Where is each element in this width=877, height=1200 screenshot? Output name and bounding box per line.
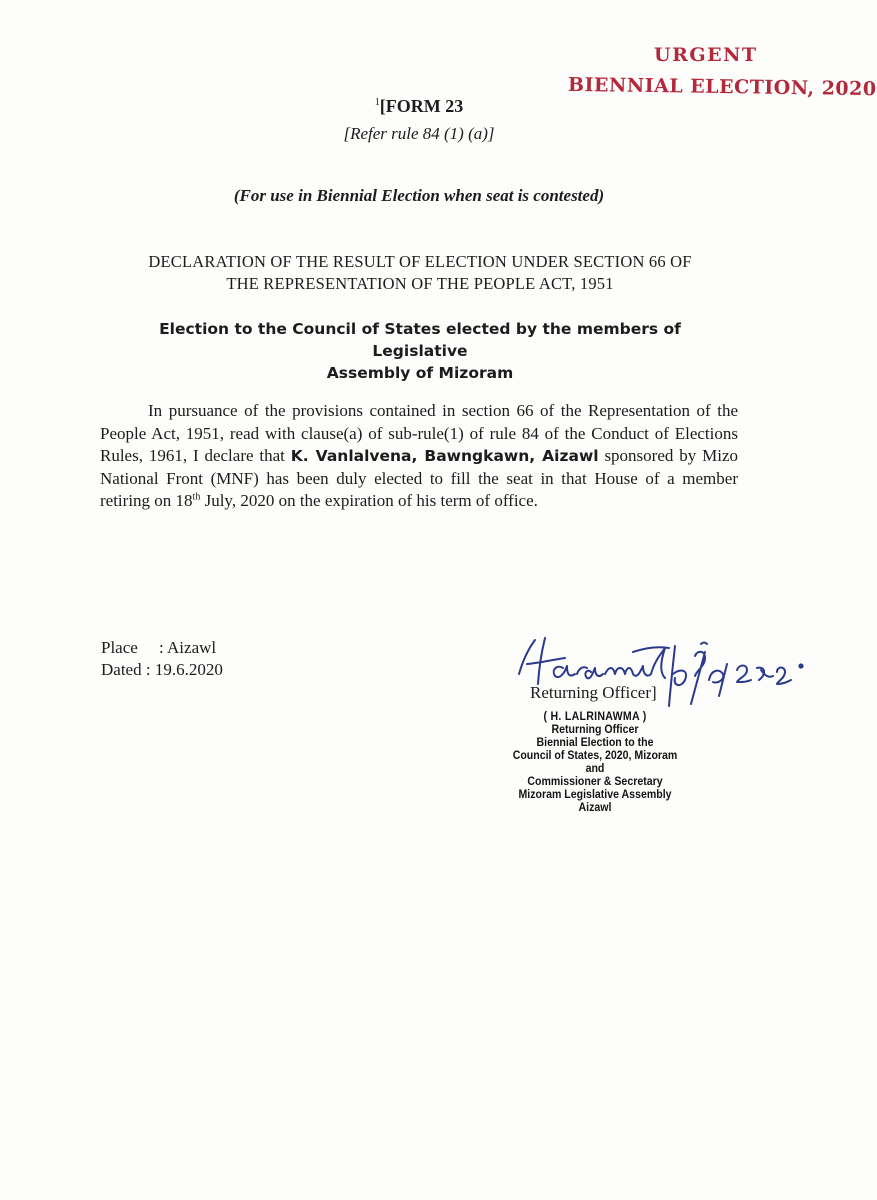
- officer-designation: Returning Officer: [551, 724, 639, 736]
- candidate-name: K. Vanlalvena, Bawngkawn, Aizawl: [290, 447, 599, 465]
- form-number-text: [FORM 23: [379, 96, 464, 116]
- officer-assembly-line: Mizoram Legislative Assembly: [518, 789, 672, 801]
- place-line: [101, 637, 216, 659]
- officer-name: ( H. LALRINAWMA ): [543, 711, 647, 723]
- body-text-part-3: July, 2020 on the expiration of his term of office.: [200, 491, 538, 510]
- officer-seal-block: [480, 711, 710, 815]
- officer-commissioner-line: Commissioner & Secretary: [527, 776, 663, 788]
- election-title-line-2: Assembly of Mizoram: [326, 364, 514, 382]
- place-value: : Aizawl: [159, 638, 217, 657]
- declaration-title: [100, 251, 740, 295]
- footnote-mark: 1: [374, 97, 380, 108]
- declaration-body: [100, 400, 738, 513]
- urgent-stamp: URGENT: [654, 44, 758, 66]
- body-text-part-1: In pursuance of the provisions contained in section 66 of the Representation of the People Act, 1951, read with clause(a) of sub-rule(1) of rule 84 of the Conduct of Elections Rules, 1961, I declare that: [100, 401, 738, 465]
- form-reference: [Refer rule 84 (1) (a)]: [343, 124, 495, 143]
- biennial-election-stamp: BIENNIAL ELECTION, 2020: [567, 73, 877, 101]
- dated-label: Dated: [101, 660, 142, 679]
- form-use-note: (For use in Biennial Election when seat is contested): [233, 186, 605, 205]
- dated-value: : 19.6.2020: [141, 660, 223, 679]
- place-label: Place: [101, 638, 138, 657]
- officer-council-line: Council of States, 2020, Mizoram: [512, 750, 678, 762]
- dated-line: [101, 659, 223, 681]
- date-ordinal: th: [192, 491, 201, 503]
- declaration-title-line-2: THE REPRESENTATION OF THE PEOPLE ACT, 1951: [226, 274, 614, 293]
- election-title-line-1: Election to the Council of States elected by the members of Legislative: [159, 320, 681, 360]
- body-text-part-2: sponsored by Mizo National Front (MNF) has been duly elected to fill the seat in that House of a member retiring on 18: [100, 446, 738, 510]
- form-number: [0, 96, 838, 117]
- election-title: [110, 318, 730, 384]
- declaration-title-line-1: DECLARATION OF THE RESULT OF ELECTION UNDER SECTION 66 OF: [148, 252, 692, 271]
- returning-officer-label: Returning Officer]: [530, 683, 657, 702]
- officer-election-line: Biennial Election to the: [536, 737, 654, 749]
- officer-city-line: Aizawl: [578, 802, 612, 814]
- officer-and-line: and: [585, 763, 605, 775]
